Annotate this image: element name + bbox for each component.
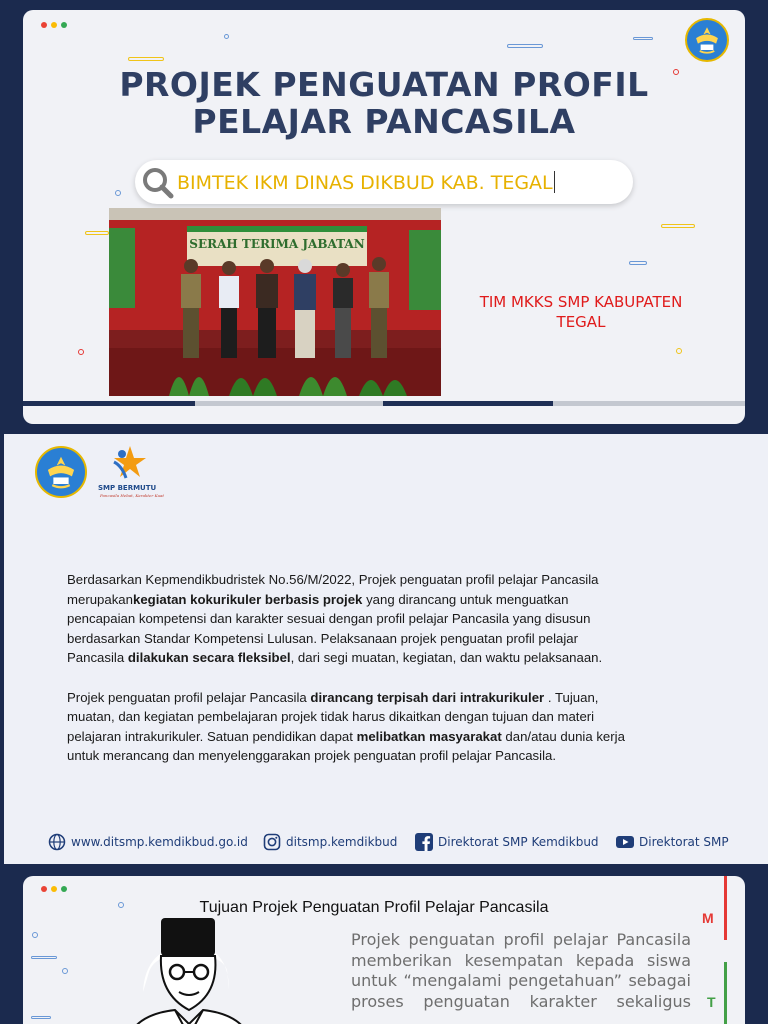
globe-icon: [48, 833, 66, 851]
facebook-link[interactable]: [415, 833, 599, 851]
dot-green: [61, 22, 67, 28]
objective-body: Projek penguatan profil pelajar Pancasila memberikan kesempatan kepada siswa untuk “mengalami pengetahuan” sebagai proses penguatan karakter sekaligus: [351, 930, 691, 1011]
deco-bar: [31, 956, 57, 959]
cover-title: [83, 66, 685, 140]
deco-bar: [85, 231, 109, 235]
youtube-text: Direktorat SMP: [639, 835, 729, 849]
tut-wuri-logo: [685, 18, 729, 62]
event-photo: [109, 208, 441, 396]
strip-segment: [553, 401, 745, 406]
bermutu-tagline: Pancasila Hebat, Karakter Kuat: [100, 493, 165, 498]
p2-text-2: . Tujuan, muatan, dan kegiatan pembelajaran projek tidak harus dikaitkan dengan tujuan dan materi pelajaran intrakurikuler. Satuan pendidikan dapat: [67, 689, 599, 744]
p2-bold-2: melibatkan masyarakat: [356, 728, 502, 744]
team-label: [461, 292, 701, 332]
deco-ring: [115, 190, 121, 196]
photo-banner-text: SERAH TERIMA JABATAN: [189, 237, 365, 251]
deco-ring: [676, 348, 682, 354]
website-text: www.ditsmp.kemdikbud.go.id: [71, 835, 248, 849]
deco-ring: [78, 349, 84, 355]
p1-text-1: Berdasarkan Kepmendikbudristek No.56/M/2022, Projek penguatan profil pelajar Pancasila merupakan: [67, 572, 599, 607]
dot-red: [41, 22, 47, 28]
paragraph-1: [67, 570, 637, 668]
cover-title-line2: PELAJAR PANCASILA: [192, 102, 576, 141]
search-icon: [141, 166, 175, 200]
p2-text-3: dan/atau dunia kerja untuk merancang dan menyelenggarakan projek penguatan profil pelajar Pancasila.: [67, 728, 625, 764]
letter-m: M: [702, 910, 714, 926]
deco-bar: [507, 44, 543, 48]
team-line2: TEGAL: [556, 313, 606, 331]
instagram-icon: [263, 833, 281, 851]
social-footer: [4, 829, 768, 859]
text-caret: [554, 171, 555, 193]
deco-ring: [62, 968, 68, 974]
slide-objective: [0, 866, 768, 1024]
dot-red: [41, 886, 47, 892]
deco-bar: [128, 57, 164, 61]
bermutu-label: SMP BERMUTU: [98, 484, 157, 492]
youtube-icon: [616, 833, 634, 851]
cover-title-line1: PROJEK PENGUATAN PROFIL: [119, 65, 649, 104]
window-dots: [41, 22, 67, 28]
deco-bar: [661, 224, 695, 228]
facebook-text: Direktorat SMP Kemdikbud: [438, 835, 599, 849]
ki-hajar-portrait: [115, 914, 265, 1024]
progress-strip: [23, 401, 745, 406]
deco-bar: [31, 1016, 51, 1019]
strip-segment: [23, 401, 195, 406]
p1-bold-1: kegiatan kokurikuler berbasis projek: [132, 591, 363, 607]
kemdikbud-logo: [35, 446, 87, 498]
team-line1: TIM MKKS SMP KABUPATEN: [479, 293, 683, 311]
search-bar[interactable]: [135, 160, 633, 204]
accent-red: [724, 876, 727, 940]
letter-t: T: [707, 994, 716, 1010]
instagram-text: ditsmp.kemdikbud: [286, 835, 398, 849]
facebook-icon: [415, 833, 433, 851]
slide-description: [4, 434, 768, 864]
deco-ring: [224, 34, 229, 39]
description-text: [67, 570, 637, 766]
p1-text-3: , dari segi muatan, kegiatan, dan waktu pelaksanaan.: [290, 650, 603, 666]
p2-text-1: Projek penguatan profil pelajar Pancasila: [67, 689, 311, 705]
dot-green: [61, 886, 67, 892]
side-accent-bar: [724, 876, 727, 1024]
dot-yellow: [51, 22, 57, 28]
objective-card: [23, 876, 745, 1024]
deco-bar: [633, 37, 653, 40]
search-text: [177, 171, 555, 194]
deco-ring: [32, 932, 38, 938]
strip-segment: [383, 401, 553, 406]
paragraph-2: [67, 688, 637, 766]
objective-title: Tujuan Projek Penguatan Profil Pelajar Pancasila: [199, 899, 549, 916]
p2-bold-1: dirancang terpisah dari intrakurikuler: [310, 689, 545, 705]
p1-bold-2: dilakukan secara fleksibel: [127, 650, 291, 666]
window-dots: [41, 886, 67, 892]
instagram-link[interactable]: [263, 833, 397, 851]
deco-ring: [118, 902, 124, 908]
strip-segment: [195, 401, 383, 406]
cover-card: [23, 10, 745, 424]
slide-cover: [0, 0, 768, 432]
deco-bar: [629, 261, 647, 265]
accent-green: [724, 962, 727, 1024]
dot-yellow: [51, 886, 57, 892]
youtube-link[interactable]: [616, 833, 729, 851]
search-text-value: BIMTEK IKM DINAS DIKBUD KAB. TEGAL: [177, 172, 553, 194]
p1-text-2: yang dirancang untuk menguatkan pencapaian kompetensi dan karakter sesuai dengan profil pelajar Pancasila yang disusun berdasarkan Standar Kompetensi Lulusan. Pelaksanaan projek penguatan profil pelajar Pancasila: [67, 591, 591, 666]
website-link[interactable]: [48, 833, 248, 851]
